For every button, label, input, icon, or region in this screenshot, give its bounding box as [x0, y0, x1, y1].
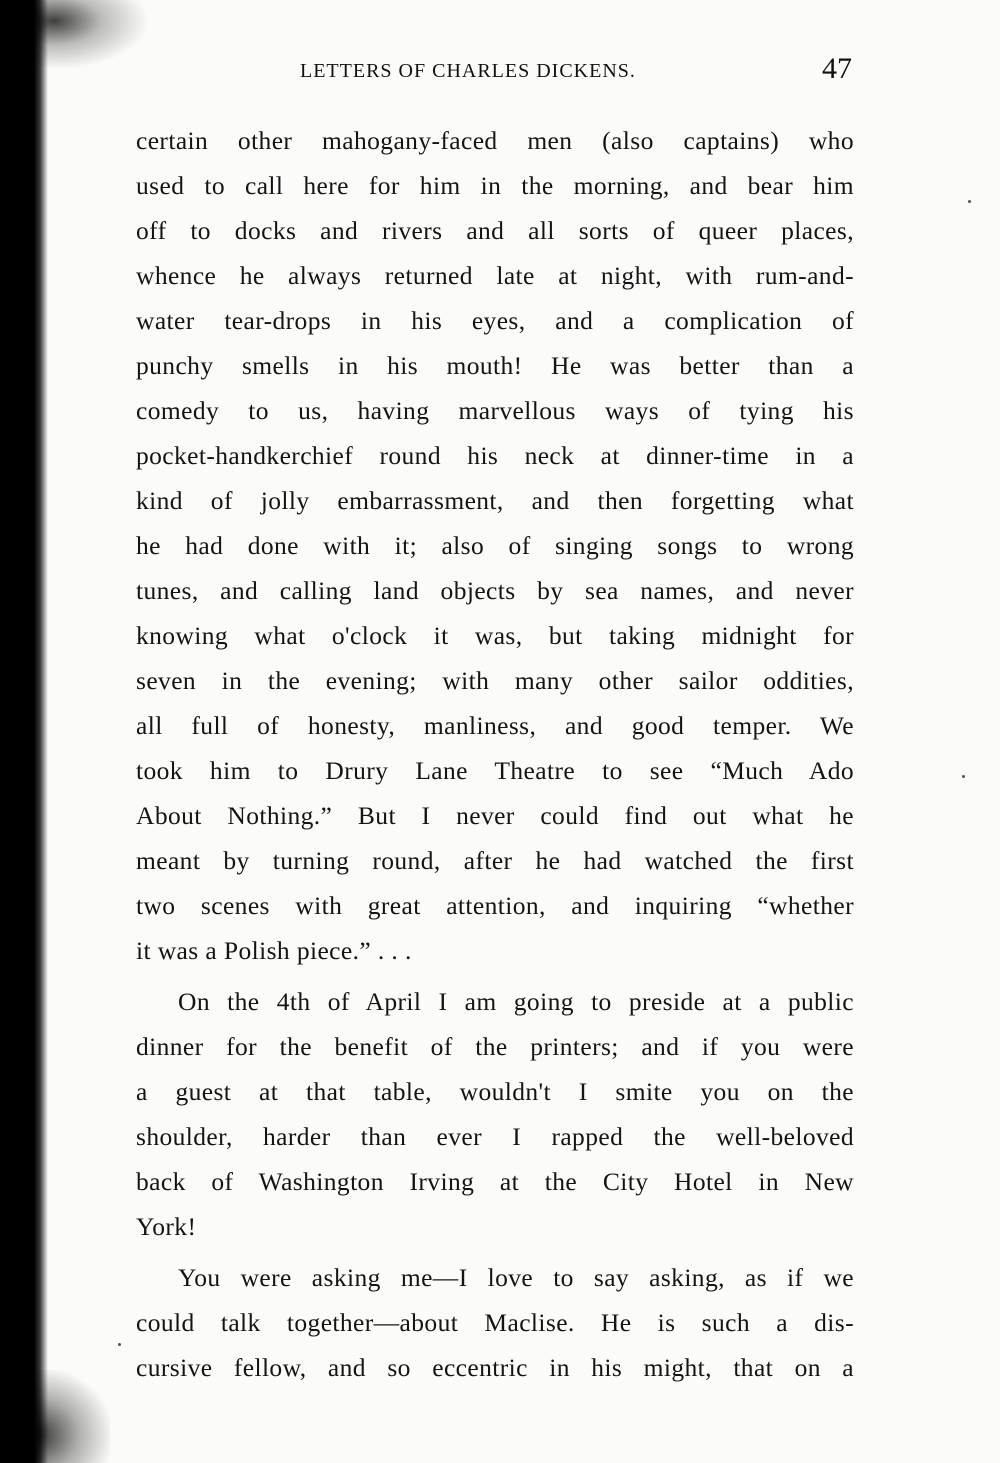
text-line: a guest at that table, wouldn't I smite you on the [136, 1077, 854, 1106]
text-line: could talk together—about Maclise. He is such a dis- [136, 1308, 854, 1337]
body-text [136, 118, 854, 1390]
scan-speckle-bottom [30, 1370, 110, 1463]
text-line: all full of honesty, manliness, and good temper. We [136, 711, 854, 740]
text-line: off to docks and rivers and all sorts of queer places, [136, 216, 854, 245]
text-line: meant by turning round, after he had watched the first [136, 846, 854, 875]
text-line: About Nothing.” But I never could find out what he [136, 801, 854, 830]
text-line: whence he always returned late at night, with rum-and- [136, 261, 854, 290]
page-number: 47 [822, 52, 852, 85]
scan-dust-mark [968, 200, 971, 203]
text-line: pocket-handkerchief round his neck at dinner-time in a [136, 441, 854, 470]
text-line: water tear-drops in his eyes, and a complication of [136, 306, 854, 335]
text-line: dinner for the benefit of the printers; and if you were [136, 1032, 854, 1061]
binding-gutter-shadow [0, 0, 48, 1463]
text-line: certain other mahogany-faced men (also captains) who [136, 126, 854, 155]
scan-dust-mark [962, 775, 965, 778]
text-line: took him to Drury Lane Theatre to see “Much Ado [136, 756, 854, 785]
scan-dust-mark [118, 1343, 121, 1346]
text-line: cursive fellow, and so eccentric in his might, that on a [136, 1353, 854, 1382]
paragraph-2 [136, 979, 854, 1249]
text-line: knowing what o'clock it was, but taking midnight for [136, 621, 854, 650]
paragraph-3 [136, 1255, 854, 1390]
text-line: punchy smells in his mouth! He was better than a [136, 351, 854, 380]
text-line: shoulder, harder than ever I rapped the well-beloved [136, 1122, 854, 1151]
text-line: back of Washington Irving at the City Hotel in New [136, 1167, 854, 1196]
text-line: York! [136, 1212, 197, 1241]
text-line: he had done with it; also of singing songs to wrong [136, 531, 854, 560]
text-line: You were asking me—I love to say asking, as if we [178, 1263, 854, 1292]
running-title: LETTERS OF CHARLES DICKENS. [300, 60, 636, 82]
text-line: On the 4th of April I am going to preside at a public [178, 987, 854, 1016]
text-line: comedy to us, having marvellous ways of tying his [136, 396, 854, 425]
text-line: two scenes with great attention, and inquiring “whether [136, 891, 854, 920]
text-line: tunes, and calling land objects by sea names, and never [136, 576, 854, 605]
running-head [120, 52, 860, 88]
paragraph-1 [136, 118, 854, 973]
text-line: kind of jolly embarrassment, and then forgetting what [136, 486, 854, 515]
text-line: it was a Polish piece.” . . . [136, 936, 412, 965]
text-line: seven in the evening; with many other sailor oddities, [136, 666, 854, 695]
text-line: used to call here for him in the morning, and bear him [136, 171, 854, 200]
